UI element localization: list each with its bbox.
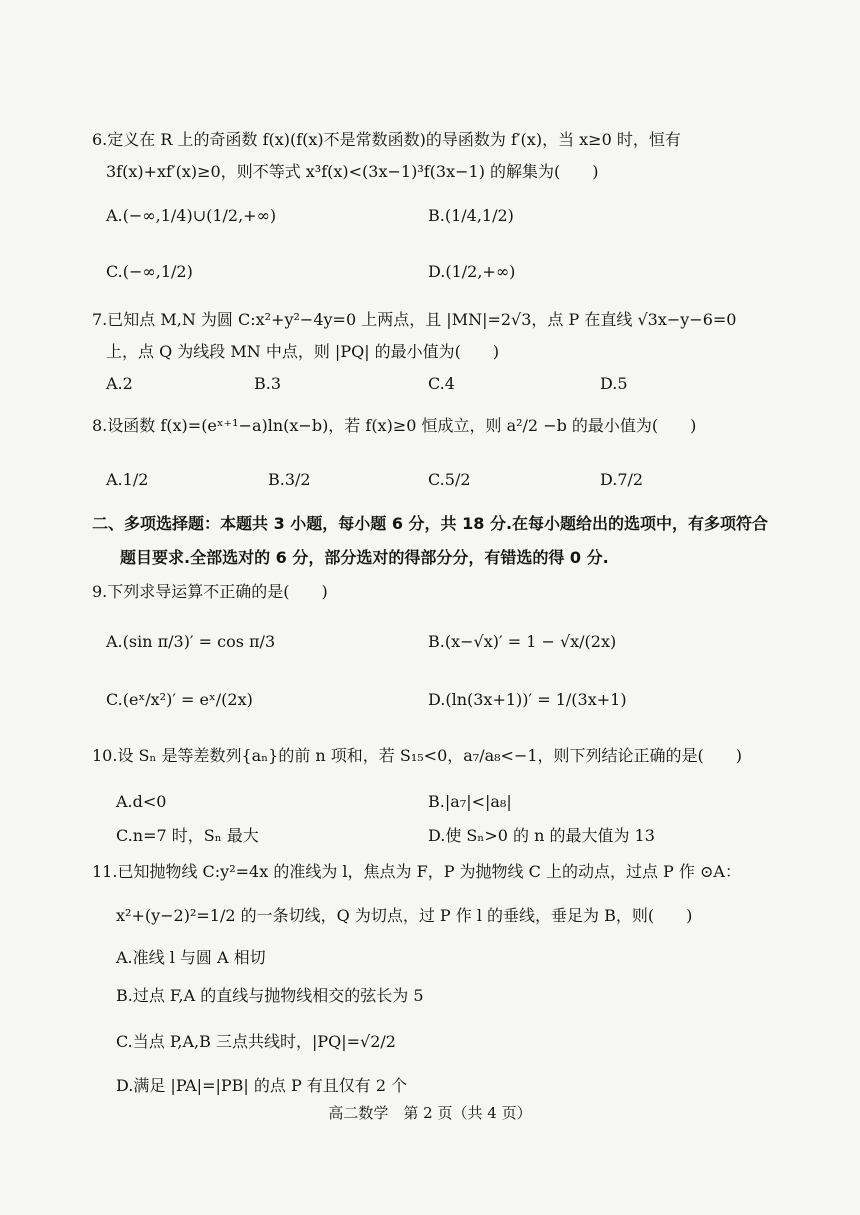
- q10-option-d: D.使 Sₙ>0 的 n 的最大值为 13: [428, 826, 655, 845]
- q8-option-d: D.7/2: [600, 470, 644, 489]
- q7-stem-line1: 7.已知点 M,N 为圆 C:x²+y²−4y=0 上两点，且 |MN|=2√3，点 P 在直线 √3x−y−6=0: [92, 310, 737, 329]
- q6-option-b: B.(1/4,1/2): [428, 206, 514, 225]
- q7-option-b: B.3: [254, 374, 282, 393]
- q8-stem-line1: 8.设函数 f(x)=(eˣ⁺¹−a)ln(x−b)，若 f(x)≥0 恒成立，则 a²/2 −b 的最小值为( ): [92, 416, 697, 435]
- q11-option-d: D.满足 |PA|=|PB| 的点 P 有且仅有 2 个: [116, 1076, 408, 1095]
- q11-stem-line1: 11.已知抛物线 C:y²=4x 的准线为 l，焦点为 F，P 为抛物线 C 上的动点，过点 P 作 ⊙A：: [92, 862, 741, 881]
- q11-option-b: B.过点 F,A 的直线与抛物线相交的弦长为 5: [116, 986, 424, 1005]
- q6-option-a: A.(−∞,1/4)∪(1/2,+∞): [106, 206, 277, 225]
- q7-option-c: C.4: [428, 374, 455, 393]
- q6-option-c: C.(−∞,1/2): [106, 262, 193, 281]
- q10-option-b: B.|a₇|<|a₈|: [428, 792, 512, 811]
- section2-heading-line2: 题目要求.全部选对的 6 分，部分选对的得部分分，有错选的得 0 分.: [120, 548, 609, 567]
- q11-stem-line2: x²+(y−2)²=1/2 的一条切线，Q 为切点，过 P 作 l 的垂线，垂足为 B，则( ): [116, 906, 693, 925]
- q8-option-c: C.5/2: [428, 470, 471, 489]
- q10-option-c: C.n=7 时，Sₙ 最大: [116, 826, 259, 845]
- section2-heading-line1: 二、多项选择题：本题共 3 小题，每小题 6 分，共 18 分.在每小题给出的选项中，有多项符合: [92, 514, 769, 533]
- q11-option-a: A.准线 l 与圆 A 相切: [116, 948, 266, 967]
- page-footer: 高二数学 第 2 页（共 4 页）: [328, 1104, 532, 1122]
- q10-option-a: A.d<0: [116, 792, 167, 811]
- q7-option-d: D.5: [600, 374, 628, 393]
- q6-stem-line1: 6.定义在 R 上的奇函数 f(x)(f(x)不是常数函数)的导函数为 f′(x)，当 x≥0 时，恒有: [92, 130, 681, 149]
- q9-option-b: B.(x−√x)′ = 1 − √x/(2x): [428, 632, 617, 651]
- q7-option-a: A.2: [106, 374, 133, 393]
- q8-option-a: A.1/2: [106, 470, 149, 489]
- q6-stem-line2: 3f(x)+xf′(x)≥0，则不等式 x³f(x)<(3x−1)³f(3x−1) 的解集为( ): [106, 162, 599, 181]
- q11-option-c: C.当点 P,A,B 三点共线时，|PQ|=√2/2: [116, 1032, 396, 1051]
- q9-option-d: D.(ln(3x+1))′ = 1/(3x+1): [428, 690, 627, 709]
- q9-option-c: C.(eˣ/x²)′ = eˣ/(2x): [106, 690, 253, 709]
- q9-option-a: A.(sin π/3)′ = cos π/3: [106, 632, 276, 651]
- q10-stem-line1: 10.设 Sₙ 是等差数列{aₙ}的前 n 项和，若 S₁₅<0，a₇/a₈<−1，则下列结论正确的是( ): [92, 746, 743, 765]
- q6-option-d: D.(1/2,+∞): [428, 262, 516, 281]
- q7-stem-line2: 上，点 Q 为线段 MN 中点，则 |PQ| 的最小值为( ): [106, 342, 500, 361]
- q9-stem-line1: 9.下列求导运算不正确的是( ): [92, 582, 328, 601]
- q8-option-b: B.3/2: [268, 470, 311, 489]
